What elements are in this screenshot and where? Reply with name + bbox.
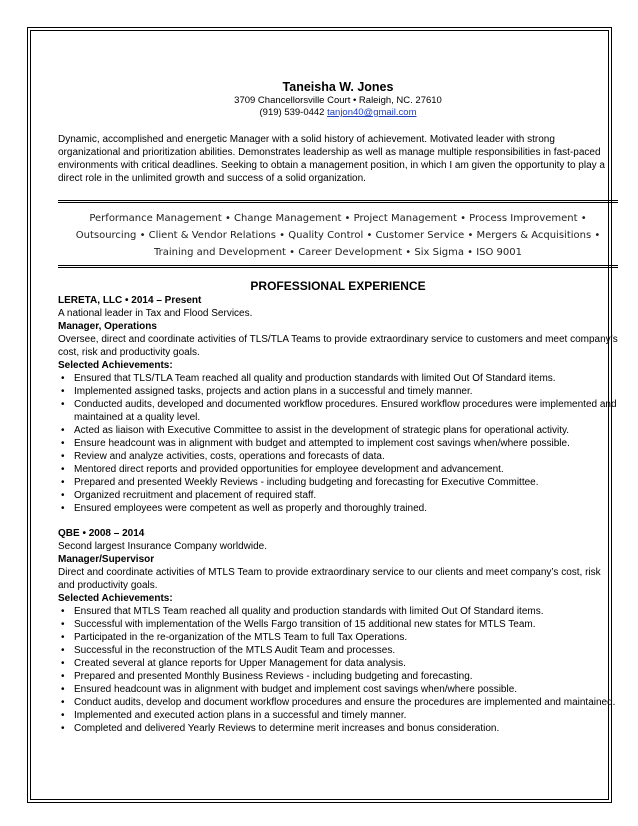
skills-line: Performance Management • Change Management • Project Management • Process Improvement • — [89, 213, 587, 224]
list-item: • Organized recruitment and placement of required staff. — [58, 489, 618, 502]
list-item: • Review and analyze activities, costs, operations and forecasts of data. — [58, 450, 618, 463]
job-title: Manager, Operations — [58, 321, 157, 332]
job-title: Manager/Supervisor — [58, 554, 155, 565]
contact-line — [58, 107, 618, 119]
list-item: • Ensured that TLS/TLA Team reached all quality and production standards with limited Out Of Standard items. — [58, 372, 618, 385]
skills-line: Training and Development • Career Development • Six Sigma • ISO 9001 — [154, 247, 522, 258]
address: 3709 Chancellorsville Court • Raleigh, NC. 27610 — [234, 95, 442, 106]
job-qbe — [58, 527, 618, 735]
spacer — [58, 515, 618, 527]
divider-top — [58, 200, 618, 203]
achievements-label: Selected Achievements: — [58, 593, 173, 604]
list-item: • Conduct audits, develop and document workflow procedures and ensure the procedures are implemented and maintained. — [58, 696, 618, 709]
job-company: QBE • 2008 – 2014 — [58, 528, 145, 539]
experience — [58, 294, 618, 735]
list-item: • Ensured employees were competent as well as properly and thoroughly trained. — [58, 502, 618, 515]
job-description: A national leader in Tax and Flood Services. — [58, 308, 253, 319]
skills-list — [58, 210, 618, 261]
achievements-list — [58, 372, 618, 515]
list-item: • Created several at glance reports for Upper Management for data analysis. — [58, 657, 618, 670]
list-item: • Prepared and presented Monthly Business Reviews - including budgeting and forecasting. — [58, 670, 618, 683]
resume-header — [58, 80, 618, 185]
job-duties: Oversee, direct and coordinate activities of TLS/TLA Teams to provide extraordinary service to customers and meet company’s cost, risk and productivity goals. — [58, 334, 618, 358]
job-description: Second largest Insurance Company worldwide. — [58, 541, 267, 552]
divider-bottom — [58, 265, 618, 268]
summary: Dynamic, accomplished and energetic Manager with a solid history of achievement. Motivated leader with strong organizational and prioritization abilities. Demonstrates leadership as well as manage multiple responsibilities in fast-paced environments with critical deadlines. Seeking to obtain a management position, in which I am given the opportunity to play a direct role in the unlimited growth and success of a solid organization. — [58, 134, 605, 184]
list-item: • Ensure headcount was in alignment with budget and attempted to implement cost savings when/where possible. — [58, 437, 618, 450]
list-item: • Implemented and executed action plans in a successful and timely manner. — [58, 709, 618, 722]
list-item: • Acted as liaison with Executive Committee to assist in the development of strategic plans for operational activity. — [58, 424, 618, 437]
job-duties: Direct and coordinate activities of MTLS Team to provide extraordinary service to our clients and meet company’s cost, risk and productivity goals. — [58, 567, 601, 591]
section-title: PROFESSIONAL EXPERIENCE — [250, 279, 426, 293]
candidate-name: Taneisha W. Jones — [282, 80, 394, 94]
job-lereta — [58, 294, 618, 515]
list-item: • Completed and delivered Yearly Reviews to determine merit increases and bonus consideration. — [58, 722, 618, 735]
list-item: • Implemented assigned tasks, projects and action plans in a successful and timely manner. — [58, 385, 618, 398]
list-item: • Successful with implementation of the Wells Fargo transition of 15 additional new states for MTLS Team. — [58, 618, 618, 631]
email-link[interactable]: tanjon40@gmail.com — [327, 107, 417, 118]
list-item: • Conducted audits, developed and documented workflow procedures. Ensured workflow procedures were implemented and maintained at a quality level. — [58, 398, 618, 424]
achievements-label: Selected Achievements: — [58, 360, 173, 371]
list-item: • Ensured that MTLS Team reached all quality and production standards with limited Out Of Standard items. — [58, 605, 618, 618]
list-item: • Ensured headcount was in alignment with budget and implement cost savings when/where possible. — [58, 683, 618, 696]
list-item: • Successful in the reconstruction of the MTLS Audit Team and processes. — [58, 644, 618, 657]
job-company: LERETA, LLC • 2014 – Present — [58, 295, 202, 306]
phone: (919) 539-0442 — [259, 107, 325, 118]
list-item: • Mentored direct reports and provided opportunities for employee development and advancement. — [58, 463, 618, 476]
skills-line: Outsourcing • Client & Vendor Relations • Quality Control • Customer Service • Mergers & Acquisitions • — [75, 230, 601, 241]
achievements-list — [58, 605, 618, 735]
list-item: • Prepared and presented Weekly Reviews - including budgeting and forecasting for Executive Committee. — [58, 476, 618, 489]
list-item: • Participated in the re-organization of the MTLS Team to full Tax Operations. — [58, 631, 618, 644]
